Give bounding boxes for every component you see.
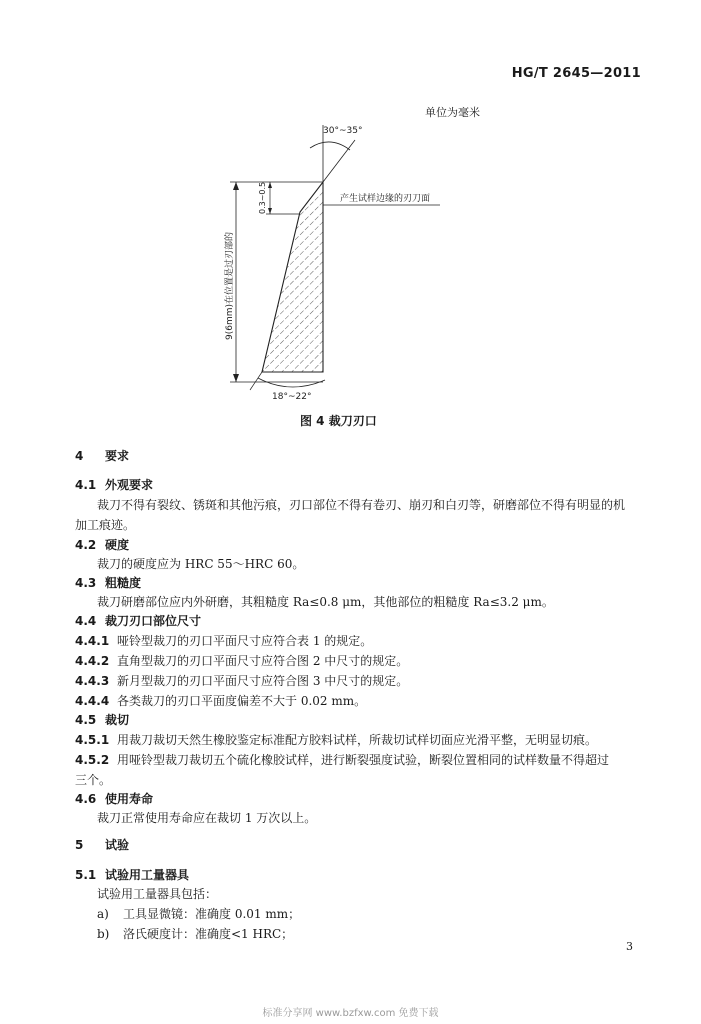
leader-note-label: 产生试样边缘的刃刀面 <box>340 194 431 204</box>
para-4-4-2: 4.4.2 直角型裁刀的刃口平面尺寸应符合图 2 中尺寸的规定。 <box>75 654 409 668</box>
standard-code: HG/T 2645—2011 <box>511 66 641 81</box>
page-number: 3 <box>626 940 633 953</box>
vertical-dimension-label: 9(6mm)在位置是过刃部的 <box>225 231 235 340</box>
section-4-5-heading: 4.5 裁切 <box>75 713 130 727</box>
para-4-2: 裁刀的硬度应为 HRC 55～HRC 60。 <box>97 557 305 571</box>
top-angle-label: 30°~35° <box>323 126 363 136</box>
list-item-a: a) 工具显微镜：准确度 0.01 mm； <box>97 907 301 921</box>
para-4-4-1: 4.4.1 哑铃型裁刀的刃口平面尺寸应符合表 1 的规定。 <box>75 634 373 648</box>
figure-unit-note: 单位为毫米 <box>425 106 480 119</box>
para-4-3: 裁刀研磨部位应内外研磨，其粗糙度 Ra≤0.8 μm，其他部位的粗糙度 Ra≤3.2 μm。 <box>97 595 554 609</box>
para-4-1-cont: 加工痕迹。 <box>75 518 136 532</box>
para-4-5-2-cont: 三个。 <box>75 773 112 787</box>
watermark-footer: 标准分享网 www.bzfxw.com 免费下载 <box>262 1008 439 1019</box>
section-5-1-heading: 5.1 试验用工量器具 <box>75 868 190 882</box>
para-4-6: 裁刀正常使用寿命应在裁切 1 万次以上。 <box>97 811 317 825</box>
section-4-3-heading: 4.3 粗糙度 <box>75 576 142 590</box>
para-4-1: 裁刀不得有裂纹、锈斑和其他污痕，刃口部位不得有卷刃、崩刃和白刃等，研磨部位不得有明显的机 <box>97 498 626 512</box>
blade-edge-diagram <box>0 115 701 415</box>
section-5-heading: 5 试验 <box>75 838 130 852</box>
figure-caption: 图 4 裁刀刃口 <box>300 414 377 428</box>
section-4-2-heading: 4.2 硬度 <box>75 538 130 552</box>
section-4-heading: 4 要求 <box>75 449 130 463</box>
para-4-5-2: 4.5.2 用哑铃型裁刀裁切五个硫化橡胶试样，进行断裂强度试验，断裂位置相同的试样数量不得超过 <box>75 753 610 767</box>
para-4-4-3: 4.4.3 新月型裁刀的刃口平面尺寸应符合图 3 中尺寸的规定。 <box>75 674 409 688</box>
para-4-5-1: 4.5.1 用裁刀裁切天然生橡胶鉴定标准配方胶料试样，所裁切试样切面应光滑平整，无明显切痕。 <box>75 733 598 747</box>
bottom-angle-label: 18°~22° <box>272 392 312 402</box>
para-4-4-4: 4.4.4 各类裁刀的刃口平面度偏差不大于 0.02 mm。 <box>75 694 367 708</box>
section-4-1-heading: 4.1 外观要求 <box>75 478 154 492</box>
list-item-b: b) 洛氏硬度计：准确度<1 HRC； <box>97 927 294 941</box>
section-4-6-heading: 4.6 使用寿命 <box>75 792 154 806</box>
small-dimension-label: 0.3~0.5 <box>258 181 267 214</box>
para-5-1: 试验用工量器具包括： <box>97 887 218 901</box>
section-4-4-heading: 4.4 裁刀刃口部位尺寸 <box>75 614 202 628</box>
